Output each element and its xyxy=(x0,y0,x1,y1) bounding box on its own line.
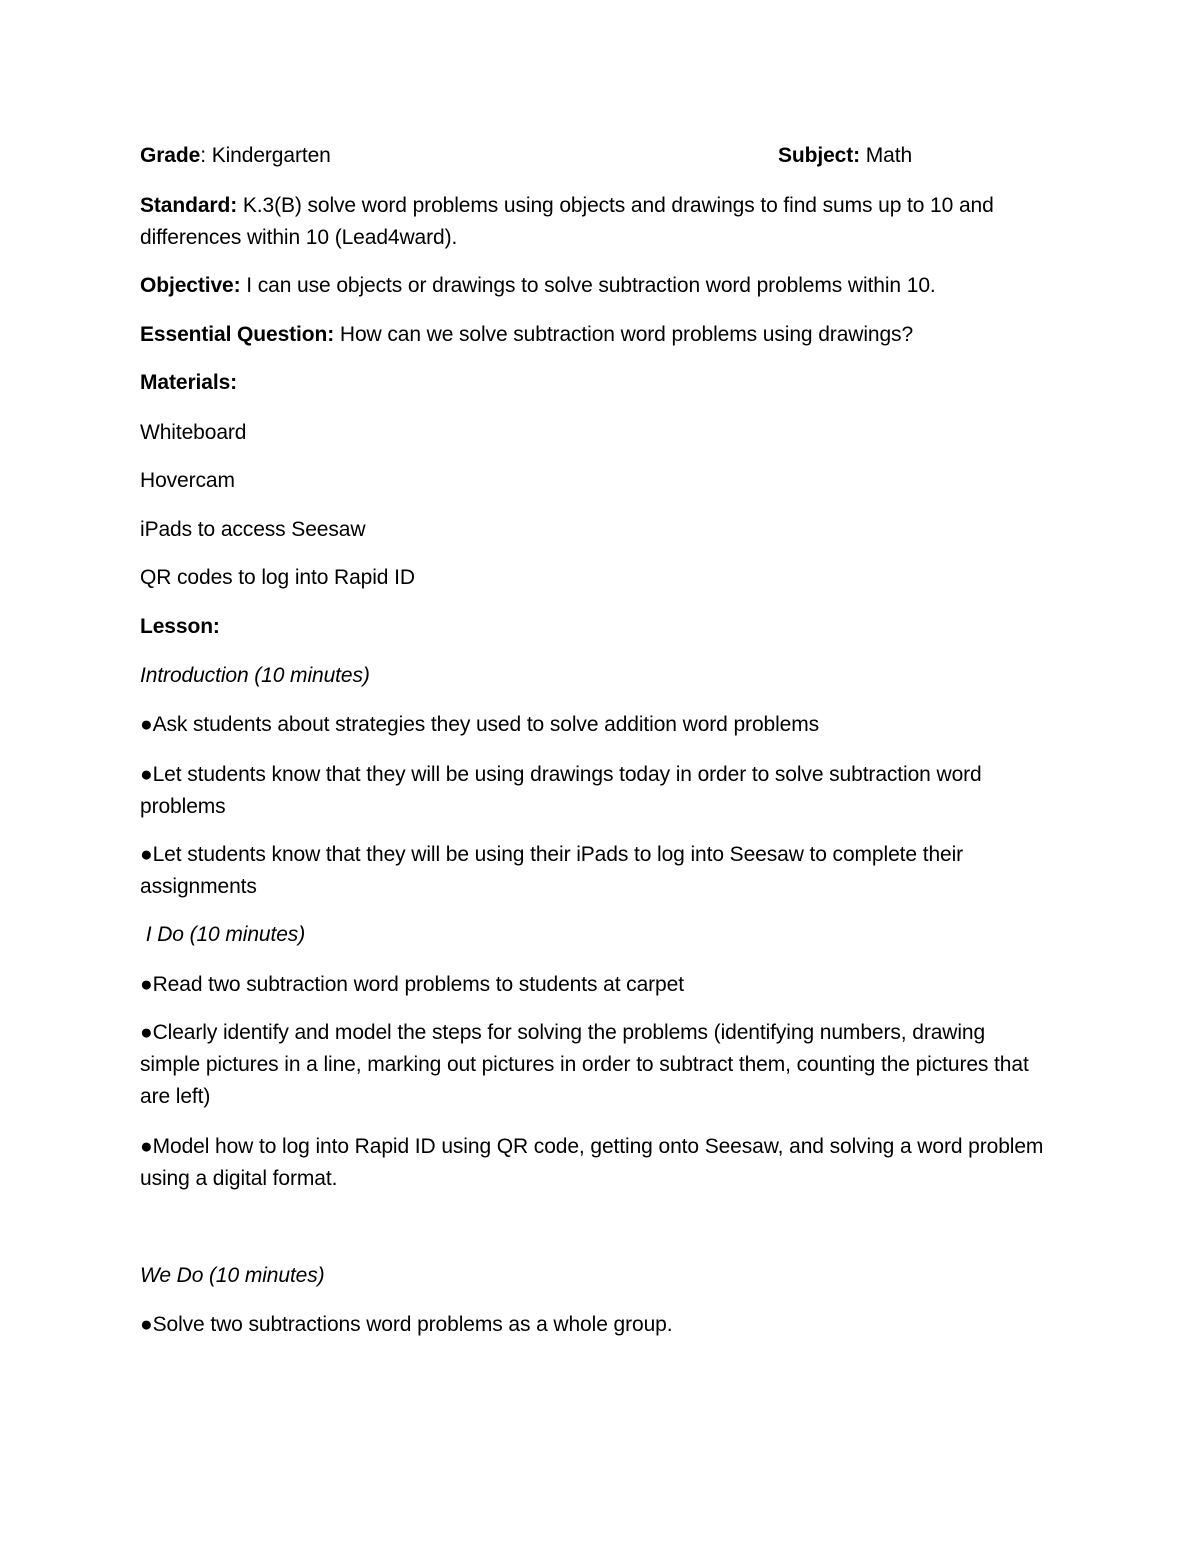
standard-label: Standard: xyxy=(140,194,238,217)
materials-item: Hovercam xyxy=(140,469,235,492)
we-do-heading: We Do (10 minutes) xyxy=(140,1264,325,1287)
bullet-icon: ● xyxy=(140,1021,153,1044)
lesson-heading: Lesson: xyxy=(140,615,220,638)
grade-value: Kindergarten xyxy=(211,144,331,167)
bullet-icon: ● xyxy=(140,843,153,866)
objective-label: Objective: xyxy=(140,274,241,297)
list-item-text: Let students know that they will be using drawings today in order to solve subtraction word problems xyxy=(140,763,982,818)
bullet-icon: ● xyxy=(140,763,153,786)
introduction-heading: Introduction (10 minutes) xyxy=(140,664,370,687)
list-item xyxy=(140,759,1050,823)
materials-heading: Materials: xyxy=(140,371,238,394)
subject-label: Subject: xyxy=(778,144,861,167)
bullet-icon: ● xyxy=(140,973,153,996)
grade-separator: : xyxy=(200,144,212,167)
list-item-text: Model how to log into Rapid ID using QR code, getting onto Seesaw, and solving a word problem using a digital format. xyxy=(140,1135,1044,1190)
list-item xyxy=(140,969,1050,1001)
materials-item: QR codes to log into Rapid ID xyxy=(140,566,415,589)
objective-text: I can use objects or drawings to solve subtraction word problems within 10. xyxy=(240,274,936,297)
list-item-text: Solve two subtractions word problems as a whole group. xyxy=(152,1313,673,1336)
materials-item: iPads to access Seesaw xyxy=(140,518,366,541)
bullet-icon: ● xyxy=(140,713,153,736)
list-item xyxy=(140,1309,1050,1341)
list-item xyxy=(140,839,1050,903)
subject-value: Math xyxy=(860,144,913,167)
standard-paragraph xyxy=(140,190,1050,254)
materials-item: Whiteboard xyxy=(140,421,247,444)
i-do-heading: I Do (10 minutes) xyxy=(140,923,306,946)
list-item-text: Let students know that they will be using their iPads to log into Seesaw to complete their assignments xyxy=(140,843,964,898)
header-row xyxy=(140,140,1140,172)
list-item-text: Ask students about strategies they used to solve addition word problems xyxy=(152,713,820,736)
standard-text: K.3(B) solve word problems using objects and drawings to find sums up to 10 and differences within 10 (Lead4ward). xyxy=(140,194,994,249)
list-item xyxy=(140,1131,1050,1195)
grade-label: Grade xyxy=(140,144,201,167)
list-item xyxy=(140,1017,1050,1113)
bullet-icon: ● xyxy=(140,1135,153,1158)
list-item-text: Read two subtraction word problems to students at carpet xyxy=(152,973,684,996)
essential-question-label: Essential Question: xyxy=(140,323,335,346)
subject-field xyxy=(778,140,912,172)
bullet-icon: ● xyxy=(140,1313,153,1336)
essential-question-text: How can we solve subtraction word problems using drawings? xyxy=(334,323,914,346)
essential-question-paragraph xyxy=(140,319,913,351)
objective-paragraph xyxy=(140,270,936,302)
list-item-text: Clearly identify and model the steps for solving the problems (identifying numbers, drawing simple pictures in a line, marking out pictures in order to subtract them, counting the pictures that are left) xyxy=(140,1021,1029,1108)
list-item xyxy=(140,709,1050,741)
